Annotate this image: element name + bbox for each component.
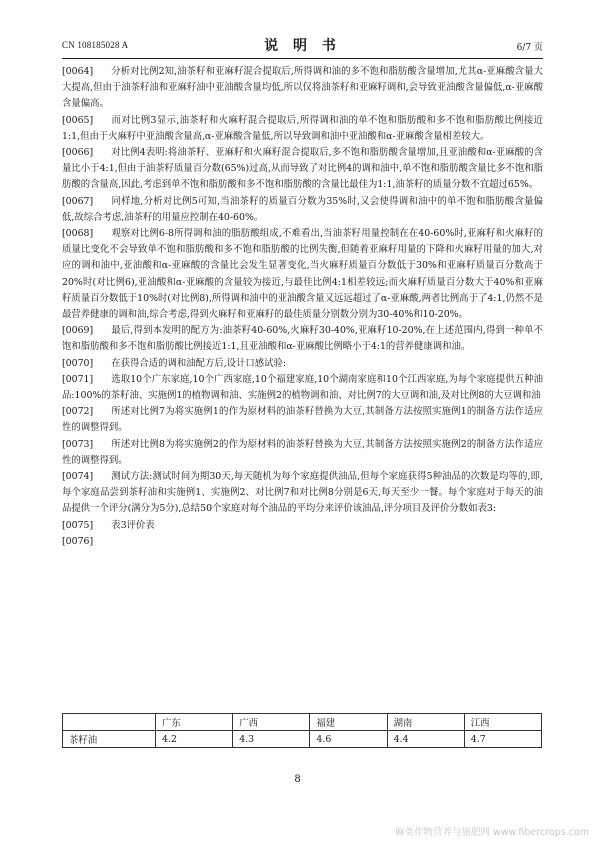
table-cell: 4.6 <box>310 731 387 748</box>
paragraph-0065 <box>62 113 543 145</box>
paragraph-text: 所述对比例7为将实施例1的作为原材料的油茶籽替换为大豆,其制备方法按照实施例1的制备方法作适应性的调整得到。 <box>62 406 543 434</box>
watermark: 麻类作物营养与施肥网 www.fibercrops.com <box>394 827 589 838</box>
table-header-cell: 福建 <box>310 714 387 731</box>
table-cell: 4.3 <box>233 731 310 748</box>
paragraph-0068 <box>62 226 543 323</box>
paragraph-text: 测试方法:测试时间为期30天,每天随机为每个家庭提供油品,但每个家庭获得5种油品的次数是均等的,即,每个家庭品尝到茶籽油和实施例1、实施例2、对比例7和对比例8分别是6天,每天至少一餐。每个家庭对于每天的油品提供一个评分(满分为5分),总结50个家庭对每个油品的平均分来评价该油品,评分项目及评价分数如表3: <box>62 471 543 515</box>
paragraph-number: [0073] <box>62 438 94 450</box>
paragraph-0074 <box>62 469 543 518</box>
table-header-cell: 广西 <box>233 714 310 731</box>
paragraph-0075 <box>62 518 543 534</box>
paragraph-number: [0070] <box>62 357 94 369</box>
paragraph-0073 <box>62 437 543 469</box>
paragraph-0067 <box>62 194 543 226</box>
paragraph-0071 <box>62 372 543 404</box>
table-header-cell: 江西 <box>464 714 541 731</box>
paragraph-0072 <box>62 404 543 436</box>
paragraph-0069 <box>62 323 543 355</box>
paragraph-number: [0076] <box>62 535 94 547</box>
table-cell: 4.2 <box>156 731 233 748</box>
table-header-cell: 湖南 <box>387 714 464 731</box>
table-cell: 茶籽油 <box>63 731 156 748</box>
paragraph-number: [0069] <box>62 325 94 337</box>
paragraph-text: 所述对比例8为将实施例2的作为原材料的油茶籽替换为大豆,其制备方法按照实施例2的制备方法作适应性的调整得到。 <box>62 438 543 466</box>
paragraph-number: [0066] <box>62 147 94 159</box>
evaluation-table <box>62 713 542 748</box>
paragraph-number: [0074] <box>62 471 94 483</box>
paragraph-0070 <box>62 356 543 372</box>
table-header-row <box>63 714 542 731</box>
paragraph-number: [0067] <box>62 195 94 207</box>
paragraph-text: 而对比例3显示,油茶籽和火麻籽混合提取后,所得调和油的单不饱和脂肪酸和多不饱和脂肪酸比例接近1:1,但由于火麻籽中亚油酸含量高,α-亚麻酸含量低,所以导致调和油中亚油酸和α-亚麻酸含量相差较大。 <box>62 114 543 142</box>
table-header-cell <box>63 714 156 731</box>
description-body <box>62 64 543 550</box>
paragraph-text: 同样地,分析对比例5可知,当油茶籽的质量百分数为35%时,又会使得调和油中的单不饱和脂肪酸含量偏低,故综合考虑,油茶籽的用量应控制在40-60%。 <box>62 195 543 223</box>
paragraph-number: [0072] <box>62 406 94 418</box>
paragraph-number: [0075] <box>62 519 94 531</box>
table-cell: 4.7 <box>464 731 541 748</box>
paragraph-number: [0068] <box>62 228 94 240</box>
paragraph-0064 <box>62 64 543 113</box>
paragraph-0076 <box>62 534 543 550</box>
patent-number: CN 108185028 A <box>62 40 129 50</box>
paragraph-0066 <box>62 145 543 194</box>
paragraph-text: 选取10个广东家庭,10个广西家庭,10个福建家庭,10个湖南家庭和10个江西家庭,为每个家庭提供五种油品:100%的茶籽油、实施例1的植物调和油、实施例2的植物调和油、对比例7的大豆调和油,及对比例8的大豆调和油 <box>62 373 543 402</box>
table-caption: 表3评价表 <box>111 519 155 531</box>
paragraph-text: 最后,得到本发明的配方为:油茶籽40-60%,火麻籽30-40%,亚麻籽10-20%,在上述范围内,得到一种单不饱和脂肪酸和多不饱和脂肪酸比例接近1:1,且亚油酸和α-亚麻酸比例略小于4:1的营养健康调和油。 <box>62 325 543 353</box>
paragraph-text: 在获得合适的调和油配方后,设计口感试验: <box>111 357 287 369</box>
paragraph-text: 分析对比例2知,油茶籽和亚麻籽混合提取后,所得调和油的多不饱和脂肪酸含量增加,尤其α-亚麻酸含量大大提高,但由于油茶籽油和亚麻籽油中亚油酸含量均低,所以仅将油茶籽和亚麻籽调和,会导致亚油酸含量偏低,α-亚麻酸含量偏高。 <box>62 66 543 110</box>
page-header <box>62 36 543 54</box>
table-row <box>63 731 542 748</box>
paragraph-text: 观察对比例6-8所得调和油的脂肪酸组成,不难看出,当油茶籽用量控制在在40-60%时,亚麻籽和火麻籽的质量比变化不会导致单不饱和脂肪酸和多不饱和脂肪酸的比例失衡,但随着亚麻籽用量的下降和火麻籽用量的加大,对应的调和油中,亚油酸和α-亚麻酸的含量比会发生显著变化,当火麻籽质量百分数低于30%和亚麻籽质量百分数高于20%时(对比例6),亚油酸和α-亚麻酸的含量较为接近,与最佳比例4:1相差较远;而火麻籽质量百分数大于40%和亚麻籽质量百分数低于10%时(对比例8),所得调和油中的亚油酸含量又远远超过了α-亚麻酸,两者比例高于了4:1,仍然不是最营养健康的调和油,综合考虑,得到火麻籽和亚麻籽的最佳质量分别数分别为30-40%和10-20%。 <box>62 228 543 321</box>
table-cell: 4.4 <box>387 731 464 748</box>
paragraph-number: [0064] <box>62 66 94 77</box>
paragraph-number: [0065] <box>62 114 94 126</box>
page-reference: 6/7 页 <box>516 43 543 53</box>
page-number: 8 <box>294 774 301 785</box>
table-header-cell: 广东 <box>156 714 233 731</box>
header-divider <box>62 58 543 59</box>
paragraph-text: 对比例4表明:将油茶籽、亚麻籽和火麻籽混合提取后,多不饱和脂肪酸含量增加,且亚油酸和α-亚麻酸的含量比小于4:1,但由于油茶籽质量百分数(65%)过高,从而导致了对比例4的调和油中,单不饱和脂肪酸含量比多不饱和脂肪酸的含量高,因此,考虑到单不饱和脂肪酸和多不饱和脂肪酸的含量比最佳为1:1,油茶籽的质量分数不宜超过65%。 <box>62 147 543 191</box>
document-title: 说 明 书 <box>264 38 341 54</box>
paragraph-number: [0071] <box>62 373 94 385</box>
